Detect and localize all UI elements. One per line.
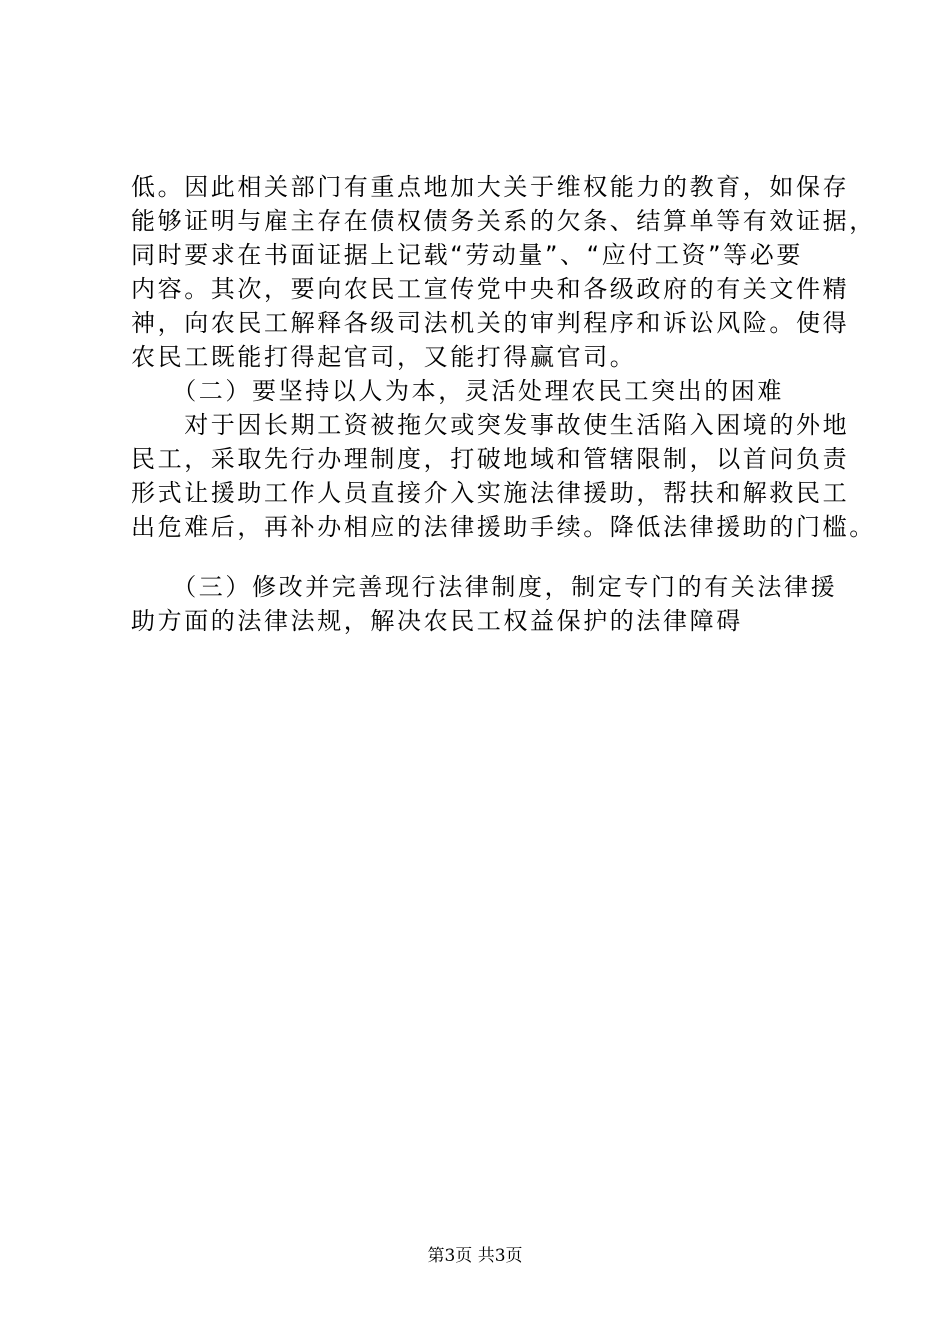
page-number-footer: 第3页 共3页 bbox=[427, 1246, 523, 1266]
body-text-line: 农民工既能打得起官司，又能打得赢官司。 bbox=[131, 343, 637, 371]
section-heading-3: （三）修改并完善现行法律制度，制定专门的有关法律援 bbox=[131, 573, 838, 601]
section-heading-3-continued: 助方面的法律法规，解决农民工权益保护的法律障碍 bbox=[131, 607, 743, 635]
body-text-line: 对于因长期工资被拖欠或突发事故使生活陷入困境的外地 bbox=[131, 411, 850, 439]
body-text-line: 民工，采取先行办理制度，打破地域和管辖限制，以首问负责 bbox=[131, 445, 850, 473]
body-text-line: 同时要求在书面证据上记载“劳动量”、“应付工资”等必要 bbox=[131, 241, 803, 269]
body-text-line: 形式让援助工作人员直接介入实施法律援助，帮扶和解救民工 bbox=[131, 479, 850, 507]
body-text-line: 出危难后，再补办相应的法律援助手续。降低法律援助的门槛。 bbox=[131, 513, 876, 541]
section-heading-2: （二）要坚持以人为本，灵活处理农民工突出的困难 bbox=[131, 377, 784, 405]
body-text-line: 低。因此相关部门有重点地加大关于维权能力的教育，如保存 bbox=[131, 173, 850, 201]
body-text-line: 神，向农民工解释各级司法机关的审判程序和诉讼风险。使得 bbox=[131, 309, 850, 337]
body-text-line: 能够证明与雇主存在债权债务关系的欠条、结算单等有效证据， bbox=[131, 207, 876, 235]
body-text-line: 内容。其次，要向农民工宣传党中央和各级政府的有关文件精 bbox=[131, 275, 850, 303]
